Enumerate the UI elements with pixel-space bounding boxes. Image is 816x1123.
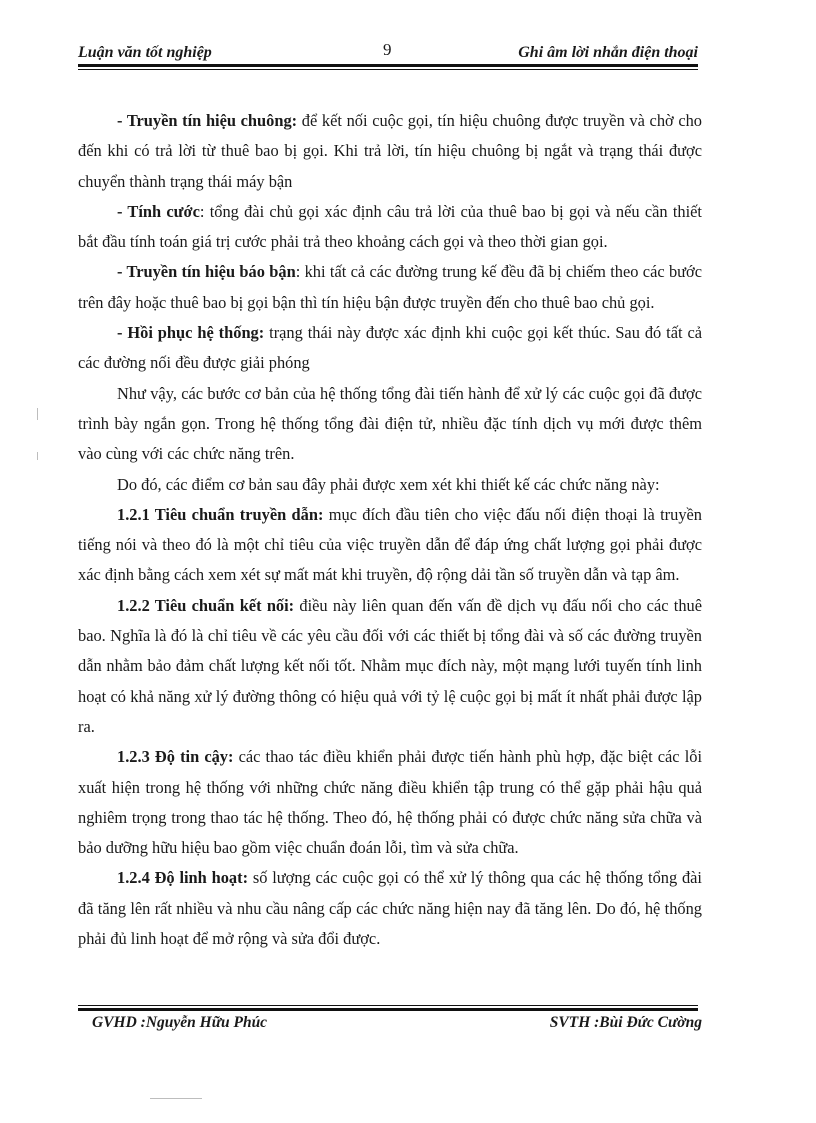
footer-supervisor: GVHD :Nguyễn Hữu Phúc: [92, 1014, 268, 1031]
paragraph: [78, 591, 702, 742]
scan-mark: [37, 408, 38, 420]
paragraph-text: điều này liên quan đến vấn đề dịch vụ đấu nối cho các thuê bao. Nghĩa là đó là chỉ tiêu về các yêu cầu đối với các thiết bị tổng đài và số các đường truyền dẫn nhằm bảo đảm chất lượng kết nối tốt. Nhằm mục đích này, một mạng lưới tuyến tính linh hoạt có khả năng xử lý đường thông có hiệu quả với tỷ lệ cuộc gọi bị mất ít nhất phải được lập ra.: [78, 595, 702, 736]
paragraph: [78, 197, 702, 258]
paragraph-bold-lead: 1.2.1 Tiêu chuẩn truyền dẫn:: [117, 504, 324, 524]
paragraph-text: : tổng đài chủ gọi xác định câu trả lời của thuê bao bị gọi và nếu cần thiết bắt đầu tính toán giá trị cước phải trả theo khoảng cách gọi và theo thời gian gọi.: [78, 201, 702, 252]
paragraph-text: trạng thái này được xác định khi cuộc gọi kết thúc. Sau đó tất cả các đường nối đều được giải phóng: [78, 323, 703, 373]
page-header: [78, 40, 698, 62]
header-topic-title: Ghi âm lời nhắn điện thoại: [518, 44, 698, 61]
paragraph-bold-lead: - Hồi phục hệ thống:: [117, 323, 265, 343]
footer-rule-thin: [78, 1005, 698, 1006]
paragraph-text: để kết nối cuộc gọi, tín hiệu chuông được truyền và chờ cho đến khi có trả lời từ thuê bao bị gọi. Khi trả lời, tín hiệu chuông bị ngắt và trạng thái được chuyển thành trạng thái máy bận: [78, 111, 703, 191]
paragraph-text: các thao tác điều khiển phải được tiến hành phù hợp, đặc biệt các lỗi xuất hiện trong hệ thống với những chức năng điều khiển tập trung có thể gặp phải hậu quả nghiêm trọng trong thao tác hệ thống. Theo đó, hệ thống phải có được chức năng sửa chữa và bảo dưỡng hữu hiệu bao gồm việc chuẩn đoán lỗi, tìm và sửa chữa.: [78, 747, 703, 858]
scan-mark: [37, 452, 38, 460]
header-thesis-title: Luận văn tốt nghiệp: [78, 44, 212, 61]
paragraph-bold-lead: - Tính cước: [117, 201, 200, 221]
header-rule-thin: [78, 69, 698, 70]
scan-mark: [150, 1098, 202, 1099]
paragraph-bold-lead: - Truyền tín hiệu chuông:: [117, 111, 298, 130]
body-text: [78, 106, 702, 954]
paragraph-bold-lead: - Truyền tín hiệu báo bận: [117, 262, 296, 282]
page-number: 9: [383, 40, 392, 59]
paragraph-bold-lead: 1.2.2 Tiêu chuẩn kết nối:: [117, 595, 295, 615]
paragraph-text: số lượng các cuộc gọi có thể xử lý thông qua các hệ thống tổng đài đã tăng lên rất nhiều và nhu cầu nâng cấp các chức năng hiện nay đã tăng lên. Do đó, hệ thống phải đủ linh hoạt để mở rộng và sửa đổi được.: [78, 868, 702, 949]
paragraph: [78, 379, 702, 470]
header-rule-thick: [78, 64, 698, 67]
paragraph: [78, 470, 702, 500]
paragraph-bold-lead: 1.2.4 Độ linh hoạt:: [117, 868, 249, 888]
paragraph: [78, 742, 702, 863]
footer-rule-thick: [78, 1008, 698, 1011]
footer-student: SVTH :Bùi Đức Cường: [549, 1014, 702, 1031]
paragraph-text: : khi tất cả các đường trung kế đều đã bị chiếm theo các bước trên đây hoặc thuê bao bị gọi bận thì tín hiệu bận được truyền đến cho thuê bao chủ gọi.: [78, 262, 702, 312]
paragraph-text: mục đích đầu tiên cho việc đấu nối điện thoại là truyền tiếng nói và theo đó là một chỉ tiêu của việc truyền dẫn để đáp ứng chất lượng gọi phải được xác định bằng cách xem xét sự mất mát khi truyền, độ rộng dải tần số truyền dẫn và tạp âm.: [78, 504, 703, 585]
paragraph-text: Do đó, các điểm cơ bản sau đây phải được xem xét khi thiết kế các chức năng này:: [117, 474, 660, 494]
paragraph: [78, 257, 702, 318]
paragraph: [78, 318, 702, 379]
paragraph: [78, 500, 702, 591]
paragraph-text: Như vậy, các bước cơ bản của hệ thống tổng đài tiến hành để xử lý các cuộc gọi đã được trình bày ngắn gọn. Trong hệ thống tổng đài điện tử, nhiều đặc tính dịch vụ mới được thêm vào cùng với các chức năng trên.: [78, 383, 702, 464]
paragraph: [78, 863, 702, 954]
paragraph-bold-lead: 1.2.3 Độ tin cậy:: [117, 747, 234, 767]
paragraph: [78, 106, 702, 197]
page-footer: [92, 1014, 702, 1036]
